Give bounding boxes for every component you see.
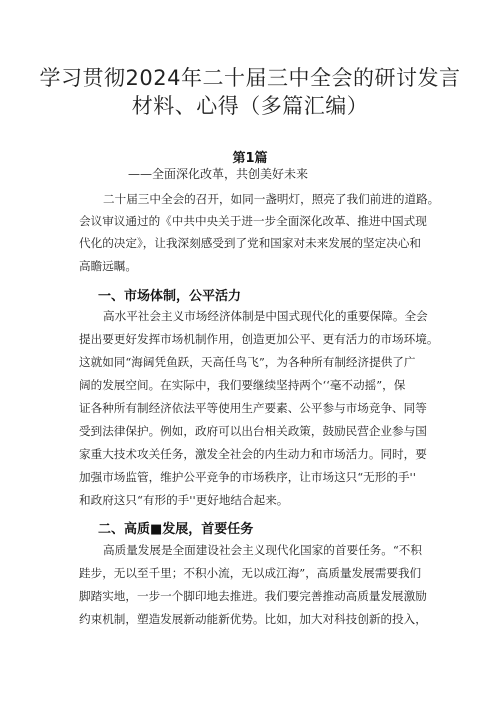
document-title-line2: 材料、心得（多篇汇编） [131, 94, 369, 118]
part1-line: 阔的发展空间。在实际中，我们要继续坚持两个‘‘毫不动摇”，保 [79, 378, 406, 392]
part1-line: 这就如同“海阔凭鱼跃，天高任鸟飞”，为各种所有制经济提供了广 [79, 355, 416, 369]
part1-line: 受到法律保护。例如，政府可以出台相关政策，鼓励民营企业参与国 [79, 424, 427, 438]
part2-line: 脚踏实地，一步一个脚印地去推进。我们要完善推动高质量发展激励 [79, 589, 427, 603]
part2-line: 跬步，无以至千里；不积小流，无以成江海”，高质量发展需要我们 [79, 566, 422, 580]
intro-line: 高瞻远瞩。 [79, 259, 137, 273]
part2-line: 高质量发展是全面建设社会主义现代化国家的首要任务。“不积 [103, 543, 422, 557]
part1-line: 家重大技术攻关任务，激发全社会的内生动力和市场活力。同时，要 [79, 447, 427, 461]
part1-line: 证各种所有制经济依法平等使用生产要素、公平参与市场竞争、同等 [79, 401, 427, 415]
part1-line: 加强市场监管，维护公平竞争的市场秩序，让市场这只“无形的手'' [79, 470, 416, 484]
document-title-line1: 学习贯彻2024年二十届三中全会的研讨发言 [39, 66, 461, 90]
intro-line: 会议审议通过的《中共中央关于进一步全面深化改革、推进中国式现 [79, 214, 427, 228]
section-heading: 第1篇 [232, 151, 268, 166]
part1-line: 提出要更好发挥市场机制作用，创造更加公平、更有活力的市场环境。 [79, 332, 439, 346]
part2-line: 约束机制，塑造发展新动能新优势。比如，加大对科技创新的投入， [79, 612, 427, 626]
intro-line: 二十届三中全会的召开，如同一盏明灯，照亮了我们前进的道路。 [103, 192, 440, 206]
intro-line: 代化的决定》，让我深刻感受到了党和国家对未来发展的坚定决心和 [79, 236, 422, 250]
part2-heading: 二、高质■发展，首要任务 [98, 522, 254, 537]
section-subtitle: ——全面深化改革，共创美好未来 [128, 167, 309, 181]
part1-line: 和政府这只“有形的手''更好地结合起来。 [79, 493, 289, 507]
part1-line: 高水平社会主义市场经济体制是中国式现代化的重要保障。全会 [103, 309, 428, 323]
part1-heading: 一、市场体制，公平活力 [98, 289, 242, 304]
